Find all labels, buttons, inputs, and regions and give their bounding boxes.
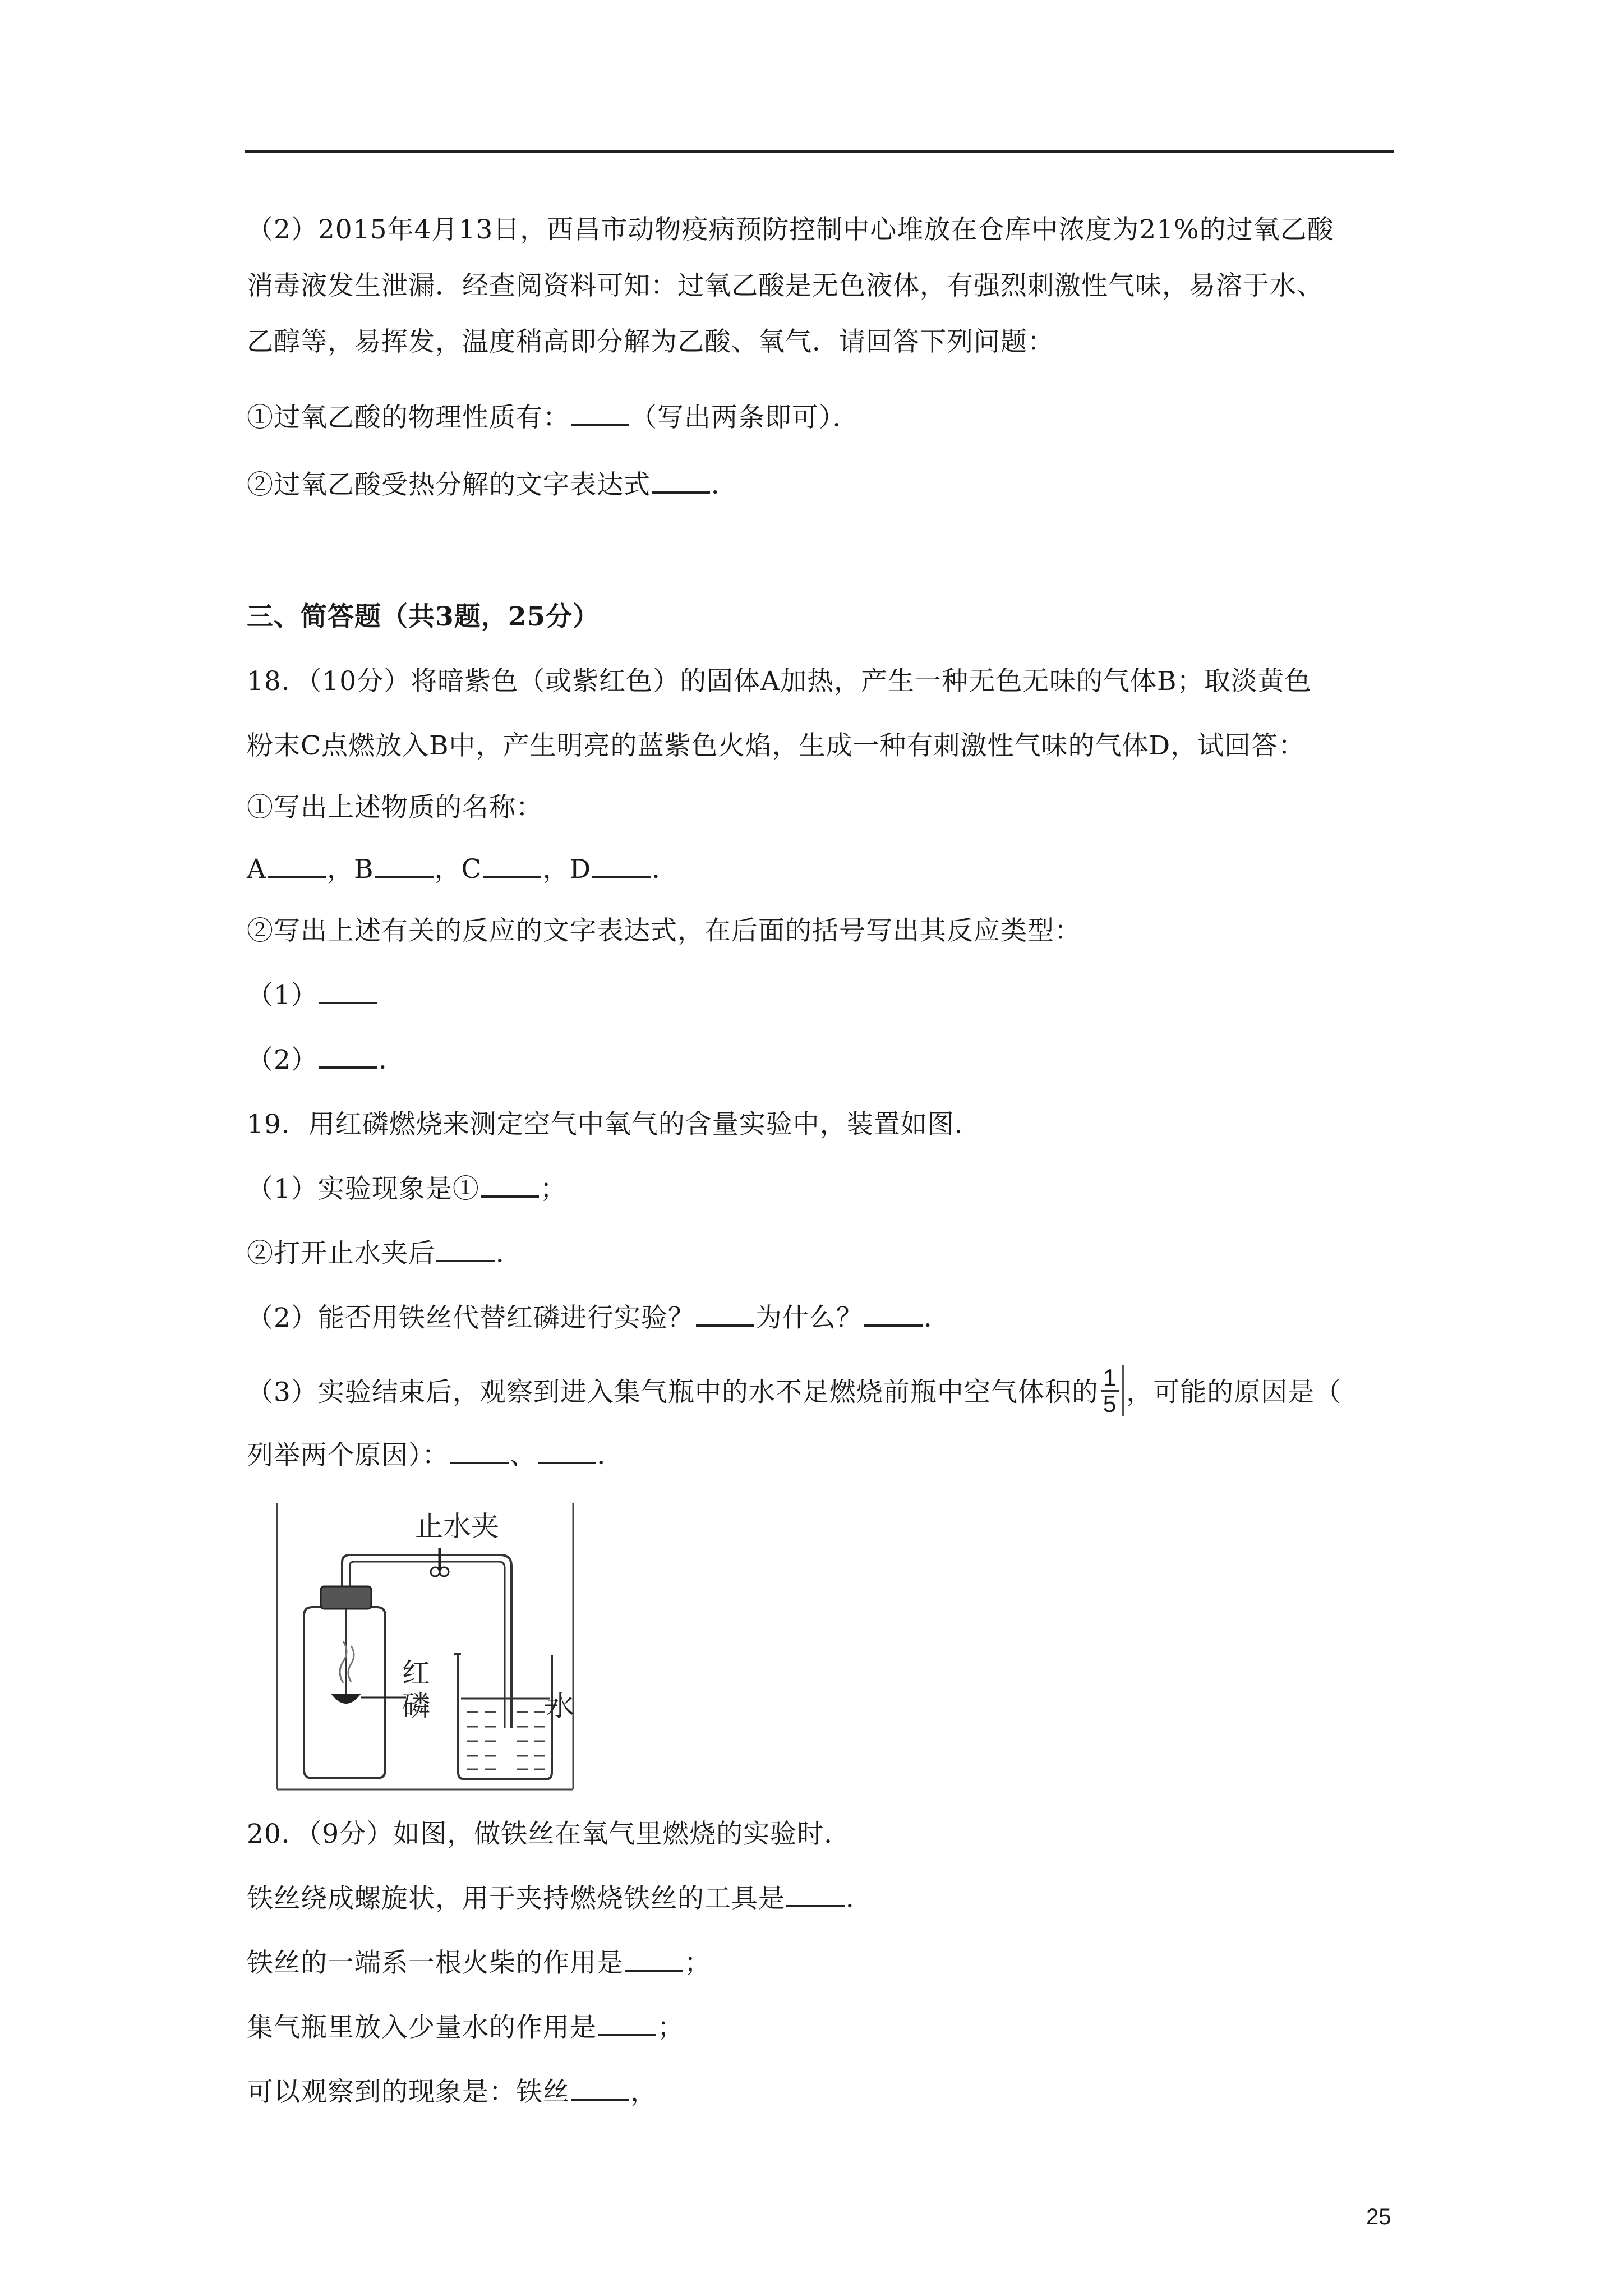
q20-line3 [247, 1947, 711, 1980]
q19-p1-prefix: （1）实验现象是① [247, 1174, 479, 1204]
q18-line1: 18．（10分）将暗紫色（或紫红色）的固体A加热，产生一种无色无味的气体B；取淡黄色 [247, 666, 1312, 697]
q17-sub2-prefix: ②过氧乙酸受热分解的文字表达式 [247, 470, 651, 500]
q18-line2: 粉末C点燃放入B中，产生明亮的蓝紫色火焰，生成一种有刺激性气味的气体D，试回答： [247, 730, 1306, 761]
q17-intro-line2: 消毒液发生泄漏．经查阅资料可知：过氧乙酸是无色液体，有强烈刺激性气味，易溶于水、 [247, 270, 1324, 301]
q19-p3-end: ． [597, 1440, 624, 1471]
q20-line1: 20．（9分）如图，做铁丝在氧气里燃烧的实验时． [247, 1819, 851, 1849]
answer-blank[interactable] [696, 1302, 754, 1327]
q20-line4-prefix: 集气瓶里放入少量水的作用是 [247, 2012, 597, 2043]
q20-line5-prefix: 可以观察到的现象是：铁丝 [247, 2077, 570, 2108]
answer-blank[interactable] [598, 2012, 656, 2036]
smoke-right [348, 1646, 354, 1682]
q19-p1b [247, 1237, 523, 1271]
label-c: ，C [434, 854, 482, 885]
label-b: ，B [326, 854, 374, 885]
q19-p3-prefix: （3）实验结束后，观察到进入集气瓶中的水不足燃烧前瓶中空气体积的 [247, 1377, 1099, 1408]
q18-item1 [247, 979, 379, 1013]
answer-blank[interactable] [450, 1439, 509, 1464]
label-a: A [247, 854, 266, 885]
q19-p1b-prefix: ②打开止水夹后 [247, 1238, 435, 1269]
answer-blank[interactable] [538, 1439, 596, 1464]
end-dot: ． [652, 854, 679, 885]
q19-p2 [247, 1301, 951, 1335]
q18-item2 [247, 1043, 405, 1077]
page-number: 25 [1366, 2205, 1391, 2229]
q20-line2-prefix: 铁丝绕成螺旋状，用于夹持燃烧铁丝的工具是 [247, 1883, 785, 1914]
q18-names [247, 853, 679, 886]
answer-blank[interactable] [319, 979, 377, 1004]
q17-intro-line1: （2）2015年4月13日，西昌市动物疫病预防控制中心堆放在仓库中浓度为21%的过氧乙酸 [247, 214, 1334, 245]
q17-sub1-suffix: （写出两条即可）． [630, 402, 860, 433]
q20-line3-suffix: ； [684, 1948, 711, 1978]
q17-sub2-suffix: ． [711, 470, 738, 500]
fraction-numerator: 1 [1101, 1365, 1119, 1392]
answer-blank[interactable] [436, 1237, 495, 1262]
phosphorus-label-2: 磷 [402, 1690, 430, 1722]
q18-sub1: ①写出上述物质的名称： [247, 792, 543, 823]
clamp-ring-left [431, 1567, 440, 1576]
q17-intro-line3: 乙醇等，易挥发，温度稍高即分解为乙酸、氧气．请回答下列问题： [247, 326, 1054, 357]
q19-p3 [247, 1364, 1342, 1420]
q19-line1: 19．用红磷燃烧来测定空气中氧气的含量实验中，装置如图． [247, 1109, 981, 1140]
item1-label: （1） [247, 980, 318, 1011]
answer-blank-c[interactable] [483, 853, 541, 878]
spoon-bowl [332, 1694, 360, 1703]
apparatus-figure [231, 1503, 579, 1801]
q19-p3-suffix: ，可能的原因是（ [1126, 1377, 1342, 1408]
answer-blank[interactable] [625, 1947, 683, 1972]
q19-p1b-suffix: ． [496, 1238, 523, 1269]
gas-jar [304, 1607, 385, 1778]
answer-blank[interactable] [864, 1302, 923, 1327]
q19-p3-line2-prefix: 列举两个原因）： [247, 1440, 449, 1471]
section-title: 三、简答题（共3题，25分） [247, 601, 600, 632]
q20-line4-suffix: ； [657, 2012, 684, 2043]
label-d: ，D [542, 854, 592, 885]
stopper [321, 1586, 371, 1609]
item2-suffix: ． [378, 1045, 405, 1075]
q19-p2-middle: 为什么？ [755, 1303, 863, 1333]
q20-line4 [247, 2011, 684, 2045]
q19-p3-line2 [247, 1439, 624, 1473]
clamp-label: 止水夹 [415, 1510, 499, 1543]
water-dashes [467, 1712, 545, 1769]
q18-sub2: ②写出上述有关的反应的文字表达式，在后面的括号写出其反应类型： [247, 915, 1081, 946]
q19-p1 [247, 1172, 567, 1206]
fraction-denominator: 5 [1103, 1391, 1117, 1417]
water-label: 水 [546, 1690, 574, 1722]
q20-line5-suffix: ， [630, 2077, 657, 2108]
q19-p1-suffix: ； [540, 1174, 567, 1204]
clamp-ring-right [440, 1567, 449, 1576]
phosphorus-label-1: 红 [402, 1657, 430, 1690]
q20-line2-suffix: ． [846, 1883, 873, 1914]
answer-blank-a[interactable] [268, 853, 326, 878]
q20-line2 [247, 1882, 873, 1916]
item2-label: （2） [247, 1045, 318, 1075]
answer-blank[interactable] [571, 2076, 629, 2101]
q17-sub1-prefix: ①过氧乙酸的物理性质有： [247, 402, 570, 433]
answer-blank[interactable] [319, 1044, 377, 1069]
q17-sub1 [247, 401, 860, 435]
q19-p2-suffix: ． [923, 1303, 951, 1333]
header-rule [245, 150, 1394, 153]
answer-blank[interactable] [652, 469, 710, 494]
answer-blank-b[interactable] [375, 853, 434, 878]
answer-blank[interactable] [786, 1883, 845, 1907]
q17-sub2 [247, 468, 738, 502]
q20-line5 [247, 2076, 657, 2109]
q19-p2-prefix: （2）能否用铁丝代替红磷进行实验？ [247, 1303, 695, 1333]
fraction-one-fifth [1101, 1365, 1124, 1416]
answer-blank[interactable] [571, 402, 629, 426]
answer-blank[interactable] [481, 1173, 539, 1198]
answer-blank-d[interactable] [592, 853, 651, 878]
q20-line3-prefix: 铁丝的一端系一根火柴的作用是 [247, 1948, 624, 1978]
q19-p3-separator: 、 [509, 1440, 537, 1471]
